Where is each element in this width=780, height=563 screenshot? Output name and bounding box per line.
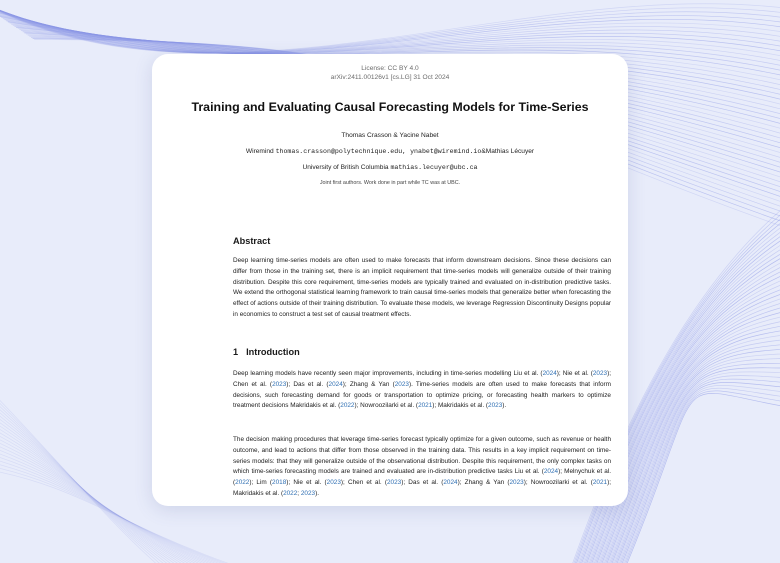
citation-link[interactable]: 2023 xyxy=(300,489,316,497)
affiliation-extra-author: &Mathias Lécuyer xyxy=(481,148,535,155)
paragraph-text: ); Das et al. ( xyxy=(401,479,444,487)
paragraph-text: ); Das et al. ( xyxy=(286,380,329,388)
citation-link[interactable]: 2024 xyxy=(443,479,458,487)
authors: Thomas Crasson & Yacine Nabet xyxy=(341,132,439,139)
license-header xyxy=(152,64,628,82)
citation-link[interactable]: 2021 xyxy=(592,479,608,487)
paper-page xyxy=(152,54,628,506)
license-text: License: CC BY 4.0 xyxy=(361,65,419,72)
paragraph-text: ); Nowroozilarki et al. ( xyxy=(354,402,419,410)
paragraph-text: ); Zhang & Yan ( xyxy=(457,479,510,487)
citation-link[interactable]: 2023 xyxy=(272,380,287,388)
abstract-heading: Abstract xyxy=(233,236,271,246)
citation-link[interactable]: 2023 xyxy=(488,402,503,410)
paragraph-text: The decision making procedures that leverage time-series forecast typically optimize for a given outcome, such as revenue or health outcome, and lead to actions that differ from those observed in the training data. This results in a key implicit requirement on time-series models: that they will generalize outside of the observational distribution. Despite this requirement, the only complex tasks on which time-series forecasting models are trained and evaluated are in-distribution predictive tasks Liu et al. ( xyxy=(233,436,611,476)
section-title: Introduction xyxy=(246,347,300,357)
citation-link[interactable]: 2023 xyxy=(394,380,409,388)
paragraph-text: ). xyxy=(315,489,319,497)
paragraph-text: ; xyxy=(297,489,301,497)
paragraph-text: ); Zhang & Yan ( xyxy=(342,380,395,388)
wave-line xyxy=(602,368,780,563)
citation-link[interactable]: 2021 xyxy=(418,402,433,410)
paragraph-text: ); Nowroozilarki et al. ( xyxy=(523,479,593,487)
paragraph-text: ); Makridakis et al. ( xyxy=(432,402,489,410)
paragraph-text: ). Time-series models are often used to make forecasts that inform decisions, such forecasting demand for goods or transportation to optimize pricing, or forecasting health markers to optimize treatment decisions Makridakis et al. ( xyxy=(233,380,611,410)
paragraph-text: ); Lim ( xyxy=(249,479,273,487)
arxiv-id: arXiv:2411.00126v1 [cs.LG] 31 Oct 2024 xyxy=(330,74,450,81)
citation-link[interactable]: 2024 xyxy=(542,370,557,377)
paragraph-text: ); Nie et al. ( xyxy=(286,479,327,487)
citation-link[interactable]: 2023 xyxy=(326,479,341,487)
paragraph-text: ). xyxy=(502,402,507,410)
citation-link[interactable]: 2023 xyxy=(592,370,608,377)
paragraph-text: Deep learning models have recently seen major improvements, including in time-series modelling Liu et al. ( xyxy=(233,370,543,377)
wave-line xyxy=(609,388,780,563)
intro-paragraph-1 xyxy=(233,369,611,412)
citation-link[interactable]: 2022 xyxy=(235,479,250,487)
affiliation-ubc xyxy=(152,164,628,171)
paragraph-text: ); Chen et al. ( xyxy=(340,479,387,487)
author-emails[interactable]: thomas.crasson@polytechnique.edu, ynabet@wiremind.io xyxy=(275,148,482,155)
section-heading-introduction xyxy=(233,347,300,357)
paragraph-text: ); Nie et al. ( xyxy=(556,370,593,377)
paragraph-text: ); Makridakis et al. ( xyxy=(233,479,611,497)
wave-line xyxy=(606,379,780,563)
paragraph-text: ); Melnychuk et al. ( xyxy=(233,468,612,487)
paper-title: Training and Evaluating Causal Forecasting Models for Time-Series xyxy=(191,100,589,114)
citation-link[interactable]: 2018 xyxy=(272,479,287,487)
citation-link[interactable]: 2022 xyxy=(340,402,355,410)
intro-paragraph-2 xyxy=(233,435,611,500)
citation-link[interactable]: 2024 xyxy=(543,468,559,476)
citation-link[interactable]: 2023 xyxy=(509,479,524,487)
section-number: 1 xyxy=(233,347,239,357)
citation-link[interactable]: 2022 xyxy=(283,489,298,497)
abstract-text: Deep learning time-series models are often used to make forecasts that inform downstream decisions. Since these decisions can differ from those in the training set, there is an implicit requirement that time-series models will generalize outside of their training distribution. Despite this core requirement, time-series models are typically trained and evaluated on in-distribution predictive tasks. We extend the orthogonal statistical learning framework to train causal time-series models that generalize better when forecasting the effect of actions outside of their training distribution. To evaluate these models, we leverage Regression Discontinuity Designs popular in economics to construct a test set of causal treatment effects. xyxy=(233,257,611,318)
affiliation-org: University of British Columbia xyxy=(302,164,391,171)
affiliation-org: Wiremind xyxy=(245,148,276,155)
author-email[interactable]: mathias.lecuyer@ubc.ca xyxy=(390,164,478,171)
paragraph-text: ); Chen et al. ( xyxy=(233,370,611,388)
citation-link[interactable]: 2023 xyxy=(386,479,402,487)
citation-link[interactable]: 2024 xyxy=(328,380,343,388)
author-footnote: Joint first authors. Work done in part while TC was at UBC. xyxy=(319,180,461,186)
affiliation-wiremind xyxy=(152,148,628,155)
